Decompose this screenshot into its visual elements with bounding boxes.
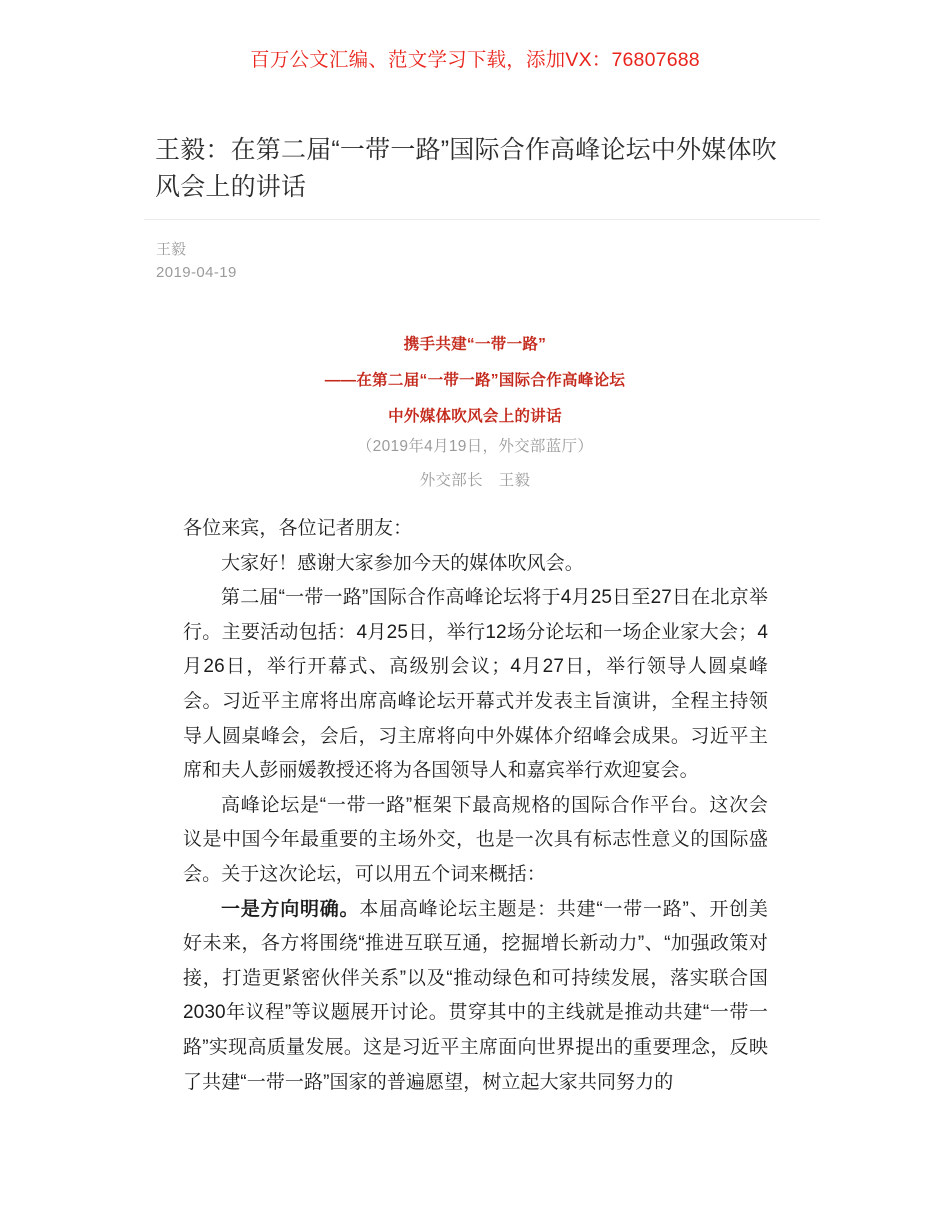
body-copy	[183, 512, 768, 1100]
title-divider	[144, 219, 820, 220]
speech-date-venue: （2019年4月19日，外交部蓝厅）	[356, 438, 594, 455]
speech-heading-line-1: 携手共建“一带一路”	[403, 336, 547, 353]
paragraph-lead: 一是方向明确。	[221, 898, 360, 920]
body-paragraph: 第二届“一带一路”国际合作高峰论坛将于4月25日至27日在北京举行。主要活动包括：4月25日，举行12场分论坛和一场企业家大会；4月26日，举行开幕式、高级别会议；4月27日，举行领导人圆桌峰会。习近平主席将出席高峰论坛开幕式并发表主旨演讲，全程主持领导人圆桌峰会，会后，习主席将向中外媒体介绍峰会成果。习近平主席和夫人彭丽媛教授还将为各国领导人和嘉宾举行欢迎宴会。	[183, 587, 768, 782]
meta-date: 2019-04-19	[156, 264, 237, 282]
body-paragraph: 各位来宾，各位记者朋友：	[183, 518, 413, 539]
body-paragraph: 高峰论坛是“一带一路”框架下最高规格的国际合作平台。这次会议是中国今年最重要的主场外交，也是一次具有标志性意义的国际盛会。关于这次论坛，可以用五个词来概括：	[183, 794, 768, 885]
speech-subinfo	[0, 430, 950, 498]
promo-banner: 百万公文汇编、范文学习下载，添加VX：76807688	[250, 49, 700, 71]
body-paragraph	[183, 893, 768, 1101]
article-meta	[156, 238, 237, 285]
speech-speaker: 外交部长 王毅	[419, 472, 531, 490]
article-header	[155, 132, 795, 205]
speech-heading	[0, 327, 950, 435]
body-paragraph: 大家好！感谢大家参加今天的媒体吹风会。	[221, 552, 584, 574]
paragraph-text: 本届高峰论坛主题是：共建“一带一路”、开创美好未来，各方将围绕“推进互联互通，挖掘增长新动力”、“加强政策对接，打造更紧密伙伴关系”以及“推动绿色和可持续发展，落实联合国2030年议程”等议题展开讨论。贯穿其中的主线就是推动共建“一带一路”实现高质量发展。这是习近平主席面向世界提出的重要理念，反映了共建“一带一路”国家的普遍愿望，树立起大家共同努力的	[183, 898, 768, 1093]
page-title: 王毅：在第二届“一带一路”国际合作高峰论坛中外媒体吹风会上的讲话	[155, 136, 777, 201]
speech-heading-line-3: 中外媒体吹风会上的讲话	[388, 408, 562, 426]
meta-author: 王毅	[156, 241, 187, 258]
speech-heading-line-2: ——在第二届“一带一路”国际合作高峰论坛	[324, 372, 626, 390]
